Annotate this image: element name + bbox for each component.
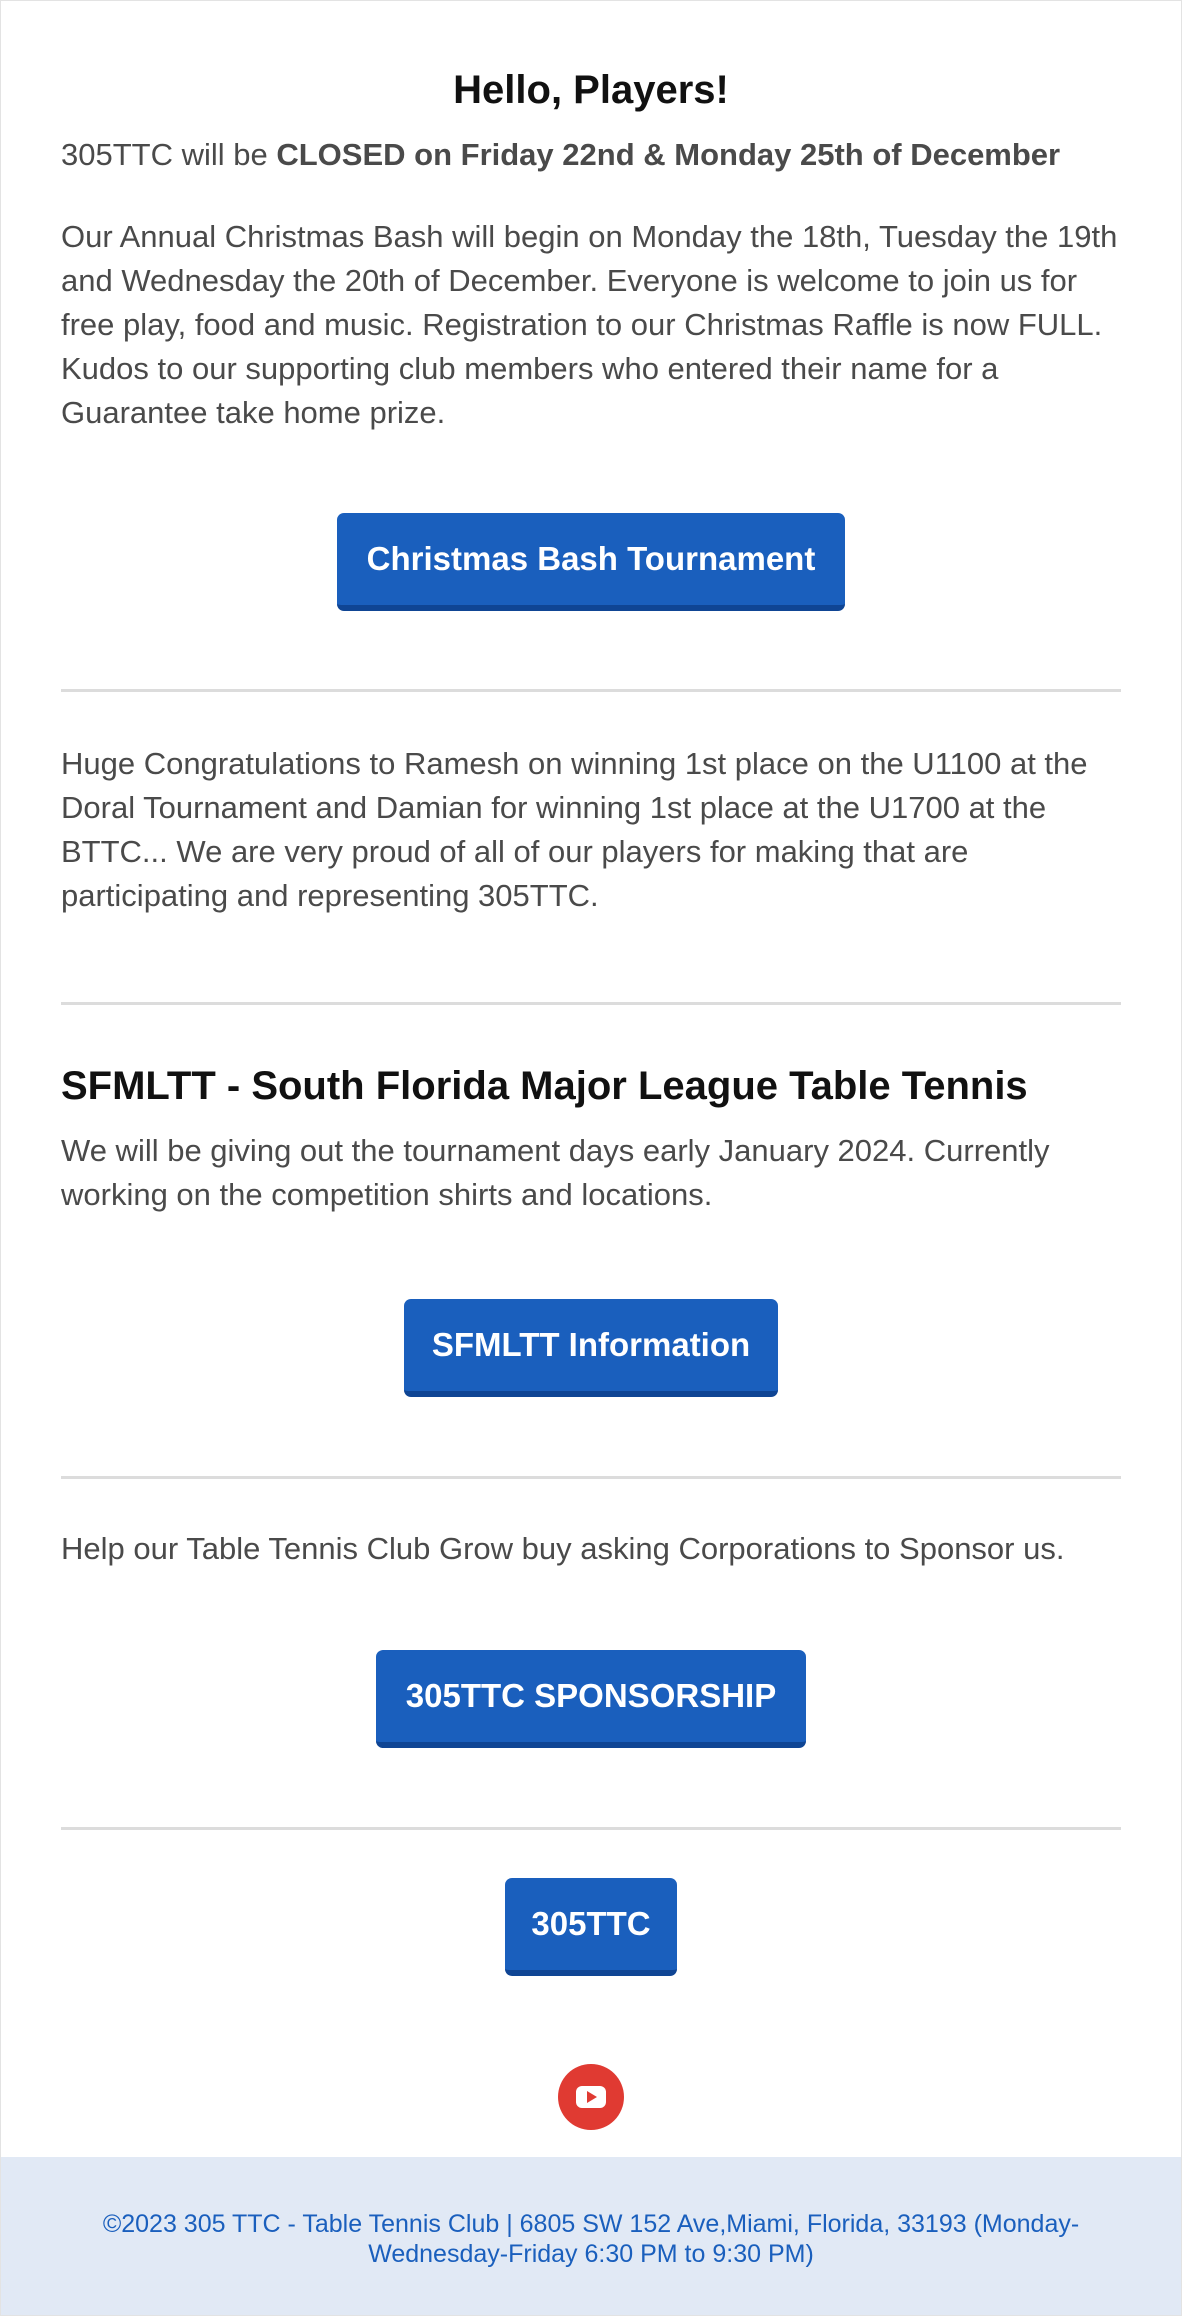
divider [61, 689, 1121, 692]
youtube-icon[interactable] [558, 2064, 624, 2130]
closed-notice-prefix: 305TTC will be [61, 137, 277, 172]
footer-address: ©2023 305 TTC - Table Tennis Club | 6805 SW 152 Ave,Miami, Florida, 33193 (Monday-Wednesday-Friday 6:30 PM to 9:30 PM) [102, 2210, 1080, 2268]
sponsor-paragraph: Help our Table Tennis Club Grow buy asking Corporations to Sponsor us. [61, 1531, 1065, 1566]
christmas-bash-paragraph: Our Annual Christmas Bash will begin on Monday the 18th, Tuesday the 19th and Wednesday the 20th of December. Everyone is welcome to join us for free play, food and music. Registration to our Christmas Raffle is now FULL. Kudos to our supporting club members who entered their name for a Guarantee take home prize. [61, 219, 1118, 430]
footer [1, 2157, 1181, 2315]
divider [61, 1476, 1121, 1479]
social-row [61, 2064, 1121, 2130]
christmas-bash-button[interactable]: Christmas Bash Tournament [337, 513, 845, 611]
club-button-row [61, 1878, 1121, 1976]
sfmltt-heading: SFMLTT - South Florida Major League Table Tennis [61, 1064, 1028, 1108]
divider [61, 1827, 1121, 1830]
email-content [1, 1, 1181, 2130]
divider [61, 1002, 1121, 1005]
greeting-heading: Hello, Players! [453, 68, 729, 112]
bash-button-row [61, 513, 1121, 611]
congratulations-paragraph: Huge Congratulations to Ramesh on winning 1st place on the U1100 at the Doral Tournament and Damian for winning 1st place at the U1700 at the BTTC... We are very proud of all of our players for making that are participating and representing 305TTC. [61, 746, 1088, 913]
305ttc-button[interactable]: 305TTC [505, 1878, 677, 1976]
sponsor-button-row [61, 1650, 1121, 1748]
closed-notice-dates: CLOSED on Friday 22nd & Monday 25th of December [276, 137, 1061, 172]
sponsorship-button[interactable]: 305TTC SPONSORSHIP [376, 1650, 806, 1748]
sfmltt-information-button[interactable]: SFMLTT Information [404, 1299, 778, 1397]
sfmltt-button-row [61, 1299, 1121, 1397]
sfmltt-paragraph: We will be giving out the tournament days early January 2024. Currently working on the competition shirts and locations. [61, 1133, 1050, 1212]
youtube-play-glyph [558, 2064, 624, 2130]
closed-notice [61, 133, 1121, 177]
